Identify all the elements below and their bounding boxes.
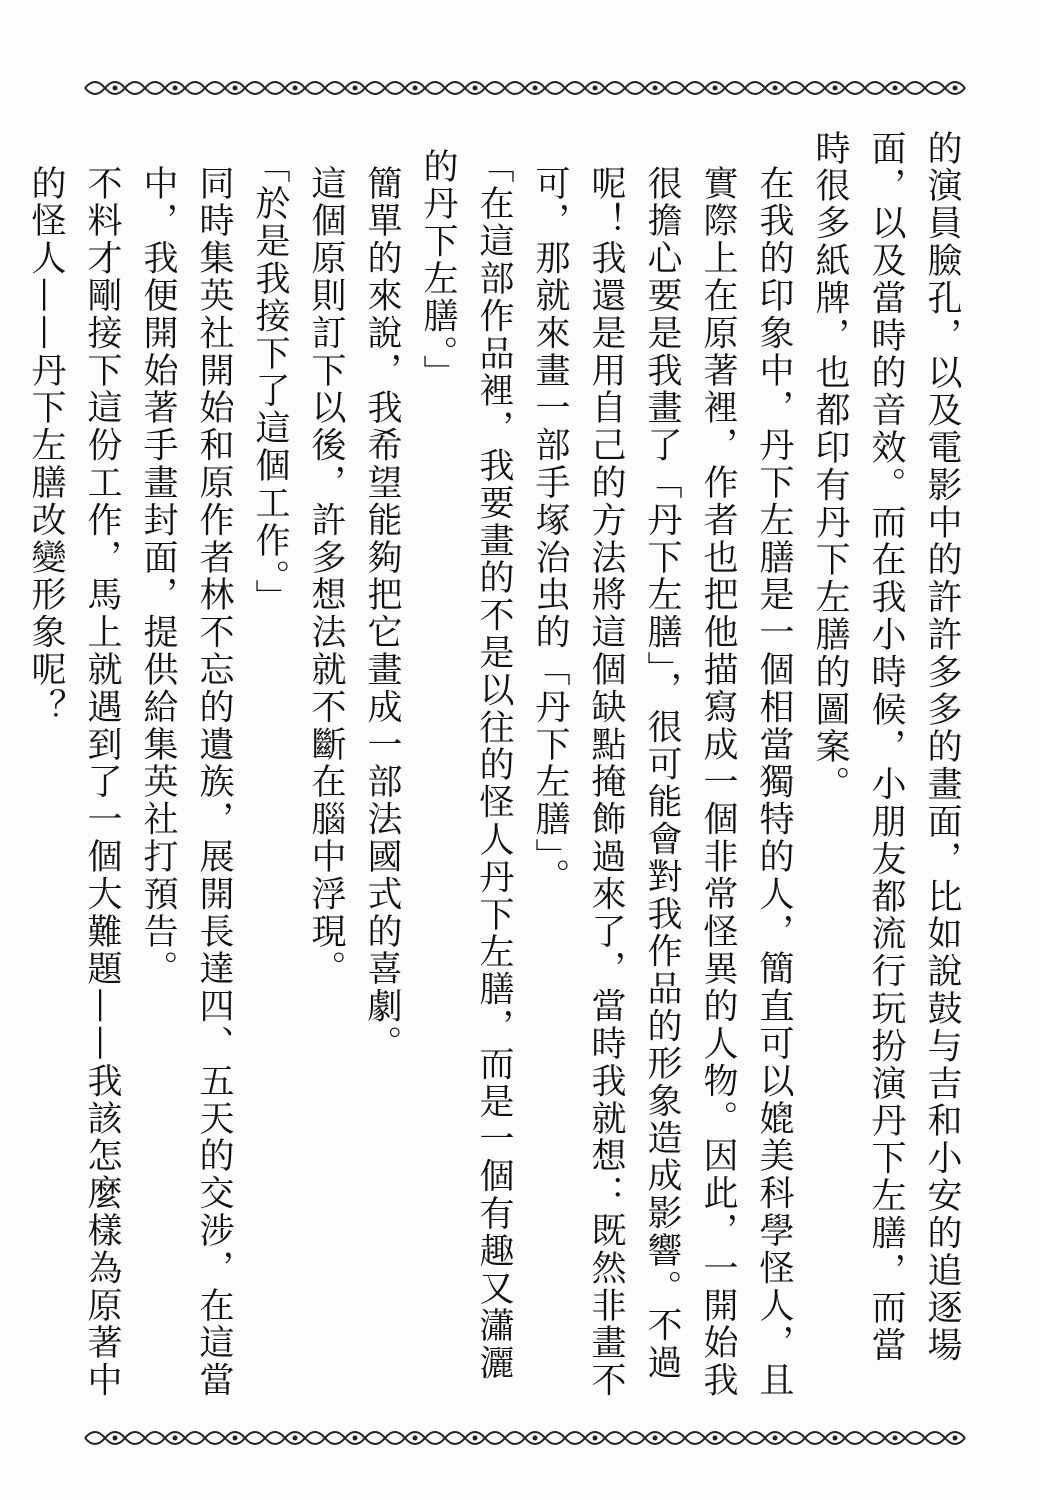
paragraph-5: 這個原則訂下以後，許多想法就不斷在腦中浮現。 [306, 165, 346, 988]
vine-ornament-icon [80, 68, 980, 108]
ornamental-border-top [80, 68, 980, 108]
paragraph-7: 同時集英社開始和原作者林不忘的遺族，展開長達四、五天的交涉，在這當中，我便開始著手畫封面，提供給集英社打預告。 [138, 165, 234, 1400]
vertical-text-body [26, 130, 970, 1400]
vine-ornament-icon [80, 1418, 980, 1458]
paragraph-2: 在我的印象中，丹下左膳是一個相當獨特的人，簡直可以媲美科學怪人，且實際上在原著裡，作者也把他描寫成一個非常怪異的人物。因此，一開始我很擔心要是我畫了「丹下左膳」，很可能會對我作品的形象造成影響。不過呢！我還是用自己的方法將這個缺點掩飾過來了，當時我就想：既然非畫不可，那就來畫一部手塚治虫的「丹下左膳」。 [530, 165, 794, 1400]
paragraph-4: 簡單的來說，我希望能夠把它畫成一部法國式的喜劇。 [362, 165, 402, 1063]
paragraph-3: 「在這部作品裡，我要畫的不是以往的怪人丹下左膳，而是一個有趣又瀟灑的丹下左膳。」 [418, 148, 514, 1383]
ornamental-border-bottom [80, 1418, 980, 1458]
paragraph-6: 「於是我接下了這個工作。」 [250, 148, 290, 617]
paragraph-8: 不料才剛接下這份工作，馬上就遇到了一個大難題——我該怎麼樣為原著中的怪人——丹下左膳改變形象呢？ [26, 165, 122, 1400]
paragraph-1: 的演員臉孔，以及電影中的許許多多的畫面，比如說鼓与吉和小安的追逐場面，以及當時的音效。而在我小時候，小朋友都流行玩扮演丹下左膳，而當時很多紙牌，也都印有丹下左膳的圖案。 [810, 130, 962, 1365]
